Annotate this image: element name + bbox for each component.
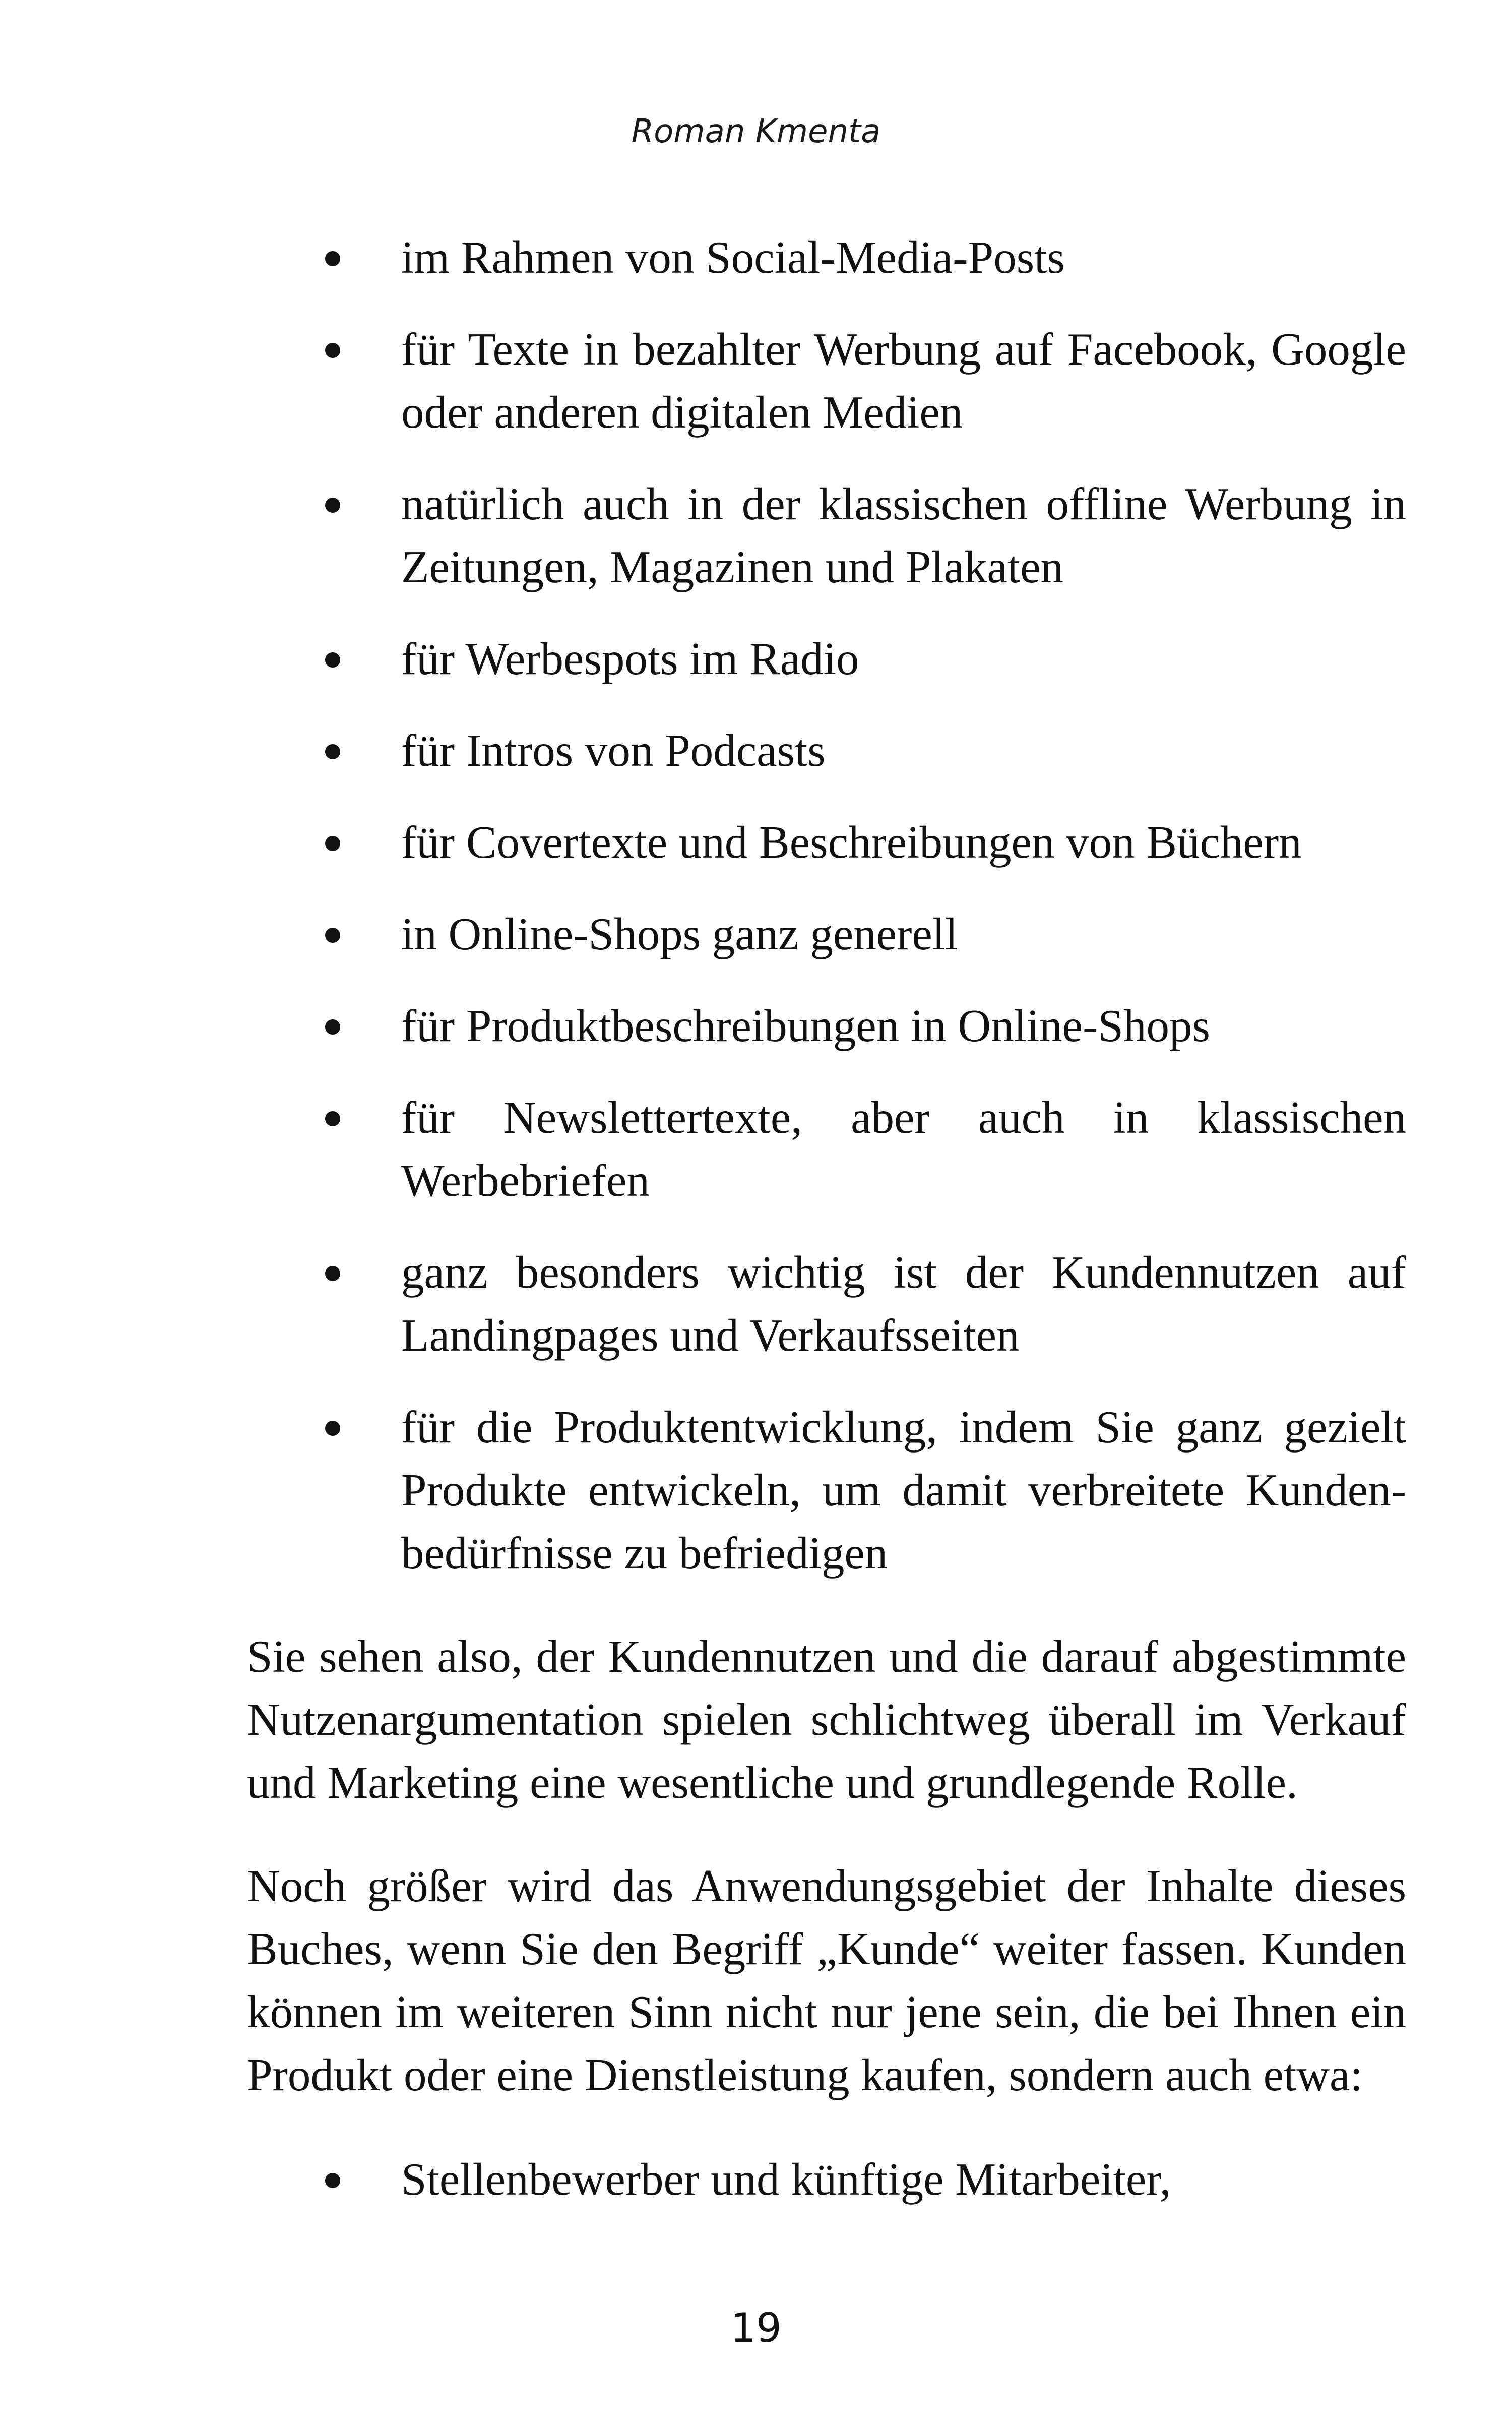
bullet-icon xyxy=(325,928,340,943)
list-item xyxy=(247,902,1406,965)
bullet-icon xyxy=(325,744,340,759)
list-item-text: in Online-Shops ganz generell xyxy=(401,909,958,959)
list-item xyxy=(247,811,1406,874)
page-body xyxy=(247,226,1406,2240)
list-item xyxy=(247,1086,1406,1212)
bullet-icon xyxy=(325,343,340,358)
bullet-icon xyxy=(325,498,340,513)
list-item-text: natürlich auch in der klassischen offline Werbung in Zeitungen, Magazinen und Plakaten xyxy=(401,478,1406,592)
list-item-text: für die Produktentwicklung, indem Sie ganz gezielt Produkte entwickeln, um damit verbreitete Kundenbedürfnisse zu befriedigen xyxy=(401,1402,1406,1579)
list-item xyxy=(247,226,1406,289)
list-item xyxy=(247,994,1406,1057)
list-item-text: im Rahmen von Social-Media-Posts xyxy=(401,232,1065,283)
bullet-icon xyxy=(325,1266,340,1281)
list-item xyxy=(247,719,1406,782)
bullet-icon xyxy=(325,836,340,851)
list-item xyxy=(247,1396,1406,1585)
list-item-text: Stellenbewerber und künftige Mitarbeiter, xyxy=(401,2154,1171,2205)
list-item-text: ganz besonders wichtig ist der Kundennutzen auf Landingpages und Verkaufsseiten xyxy=(401,1247,1406,1361)
bullet-icon xyxy=(325,2173,340,2188)
list-item-text: für Produktbeschreibungen in Online-Shops xyxy=(401,1000,1210,1051)
body-paragraph: Noch größer wird das Anwendungsgebiet der Inhalte dieses Buches, wenn Sie den Begriff „Kunde“ weiter fassen. Kunden können im weiteren Sinn nicht nur jene sein, die bei Ihnen ein Produkt oder eine Dienstleistung kaufen, sondern auch etwa: xyxy=(247,1860,1406,2100)
list-item-text: für Covertexte und Beschreibungen von Büchern xyxy=(401,817,1302,868)
bullet-icon xyxy=(325,1421,340,1436)
bullet-list-channels xyxy=(247,226,1406,1585)
list-item-text: für Intros von Podcasts xyxy=(401,725,826,776)
list-item-text: für Texte in bezahlter Werbung auf Facebook, Google oder anderen digitalen Medien xyxy=(401,324,1406,438)
body-paragraph: Sie sehen also, der Kundennutzen und die darauf abgestimmte Nutzenargumentation spielen schlichtweg überall im Verkauf und Marketing eine wesentliche und grundlegende Rolle. xyxy=(247,1631,1406,1808)
bullet-icon xyxy=(325,251,340,266)
list-item xyxy=(247,627,1406,690)
bullet-icon xyxy=(325,1111,340,1126)
list-item xyxy=(247,2148,1406,2211)
running-head: Roman Kmenta xyxy=(631,113,881,150)
bullet-icon xyxy=(325,652,340,668)
list-item xyxy=(247,318,1406,444)
page-number: 19 xyxy=(730,2305,782,2351)
list-item xyxy=(247,1241,1406,1367)
list-item xyxy=(247,472,1406,598)
bullet-icon xyxy=(325,1019,340,1035)
list-item-text: für Newslettertexte, aber auch in klassischen Werbebriefen xyxy=(401,1092,1406,1206)
list-item-text: für Werbespots im Radio xyxy=(401,633,859,684)
bullet-list-customers xyxy=(247,2148,1406,2211)
